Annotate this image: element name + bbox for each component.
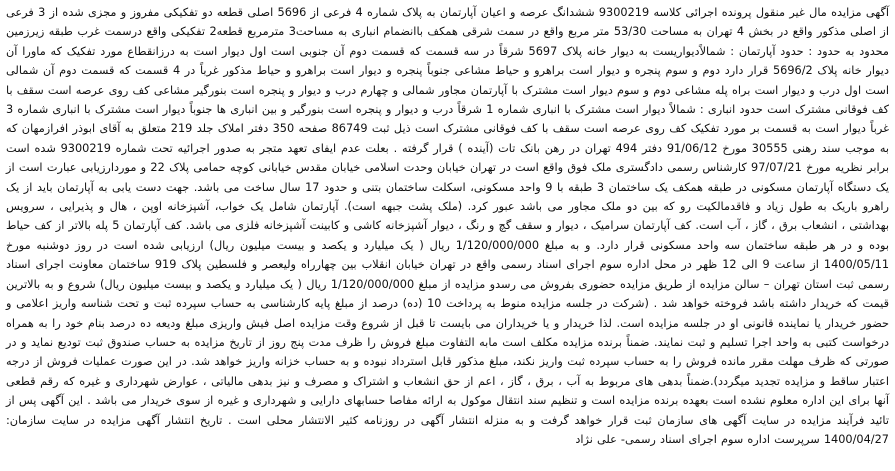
auction-notice-text: آگهی مزایده مال غیر منقول پرونده اجرائی کلاسه 9300219 ششدانگ عرصه و اعیان آپارتمان به پلاک شماره 4 فرعی از 5696 اصلی قطعه دو تفکیکی مفروز و مجزی شده از 3 فرعی از اصلی مذکور واقع در بخش 4 تهران به مساحت 53/30 متر مربع واقع در سمت شرقی همکف باانضمام انباری به مساحت3 مترمربع قطعه2 تفکیکی واقع درسمت غرب طبقه زیرزمین محدود به حدود : حدود آپارتمان : شمالاًدیواریست به دیوار خانه پلاک 5697 شرقاً در سه قسمت که قسمت دوم آن جنوبی است اول دیوار است به درزانقطاع مورد تفکیک که ماورا آن دیوار خانه پلاک 5696/2 قرار دارد دوم و سوم پنجره و دیوار است براهرو و حیاط مشاعی جنوباً پنجره و دیوار است براهرو و حیاط مذکور غرباً در 4 قسمت که قسمت دوم آن شمالی است اول درب و دیوار است براه پله مشاعی دوم و سوم دیوار است مشترک با آپارتمان مجاور شمالی و چهارم درب و دیوار و پنجره است بنورگیر مشاعی کف روی عرصه است سقف با کف فوقانی مشترک است حدود انباری : شمالاً دیوار است مشترک با انباری شماره 1 شرقاً درب و دیوار و پنجره است بنورگیر و بین انباری ها جنوباً دیوار است مشترک با انباری شماره 3 غرباً دیوار است به قسمت بر مورد تفکیک کف روی عرصه است سقف با کف فوقانی مشترک است ذیل ثبت 86749 صفحه 350 دفتر املاک جلد 219 متعلق به آقای ابوذر افرازمهان که به موجب سند رهنی 30555 مورخ 91/06/12 دفتر 494 تهران در رهن بانک تات (آینده ) قرار گرفته . بعلت عدم ایفای تعهد متجر به صدور اجرائیه تحت شماره 9300219 شده است برابر نظریه مورخ 97/07/21 کارشناس رسمی دادگستری ملک فوق واقع است در تهران خیابان وحدت اسلامی خیابان مقدس خیابانی کوچه حمامی پلاک 22 و موردارزیابی عبارت است از یک دستگاه آپارتمان مسکونی در طبقه همکف یک ساختمان 3 طبقه با 9 واحد مسکونی، اسکلت ساختمان بتنی و حدود 17 سال ساخت می باشد. جهت دست یابی به آپارتمان باید از یک راهرو باریک به طول زیاد و فاقدمالکیت رو که بین دو ملک مجاور می باشد عبور کرد. (ملک پشت جبهه است). آپارتمان شامل یک خواب، آشپزخانه اوپن ، هال و پذیرایی ، سرویس بهداشتی ، انشعاب برق ، گاز ، آب است. کف آپارتمان سرامیک ، دیوار و سقف گچ و رنگ ، دیوار آشپزخانه کاشی و کابینت آشپزخانه فلزی می باشد. کف آپارتمان 5 پله بالاتر از کف حیاط بوده و در هر طبقه ساختمان سه واحد مسکونی قرار دارد. و به مبلغ 1/120/000/000 ریال ( یک میلیارد و یکصد و بیست میلیون ریال) ارزیابی شده است در روز دوشنبه مورخ 1400/05/11 از ساعت 9 الی 12 ظهر در محل اداره سوم اجرای اسناد رسمی واقع در تهران خیابان انقلاب بین چهارراه ولیعصر و فلسطین پلاک 919 ساختمان معاونت اجرای اسناد رسمی ثبت استان تهران – سالن مزایده از طریق مزایده حضوری بفروش می رسدو مزایده از مبلغ 1/120/000/000 ریال ( یک میلیارد و یکصد و بیست میلیون ریال) شروع و به بالاترین قیمت که خریدار داشته باشد فروخته خواهد شد . (شرکت در جلسه مزایده منوط به پرداخت 10 (ده) درصد از مبلغ پایه کارشناسی به حساب سپرده ثبت و تحت شناسه واریز اعلامی و حضور خریدار یا نماینده قانونی او در جلسه مزایده است. لذا خریدار و یا خریداران می بایست تا قبل از شروع وقت مزایده اصل فیش واریزی مبلغ ودیعه ده درصد بنام خود را به همراه درخواست کتبی به واحد اجرا تسلیم و ثبت نمایند. ضمناً برنده مزایده مکلف است مابه التفاوت مبلغ فروش را ظرف مدت پنج روز از تاریخ مزایده به حساب صندوق ثبت تودیع نماید و در صورتی که ظرف مهلت مقرر مانده فروش را به حساب سپرده ثبت واریز نکند، مبلغ مذکور قابل استرداد نبوده و به حساب خزانه واریز خواهد شد. در این صورت عملیات فروش از درجه اعتبار ساقط و مزایده تجدید میگردد).ضمناً بدهی های مربوط به آب ، برق ، گاز ، اعم از حق انشعاب و اشتراک و مصرف و نیز بدهی مالیاتی ، عوارض شهرداری و غیره که رقم قطعی آنها برای این اداره معلوم نشده است بعهده برنده مزایده است و تنظیم سند انتقال موکول به ارائه مفاصا حسابهای دارایی و شهرداری و غیره از سوی خریدار می باشد . این آگهی پس از تائید فرآیند مزایده در سایت آگهی های سازمان ثبت قرار خواهد گرفت و به منزله انتشار آگهی در روزنامه کثیر الانتشار محلی است . تاریخ انتشار آگهی مزایده در سایت سازمان: 1400/04/27 سرپرست اداره سوم اجرای اسناد رسمی- علی نژاد bbox=[6, 6, 890, 446]
